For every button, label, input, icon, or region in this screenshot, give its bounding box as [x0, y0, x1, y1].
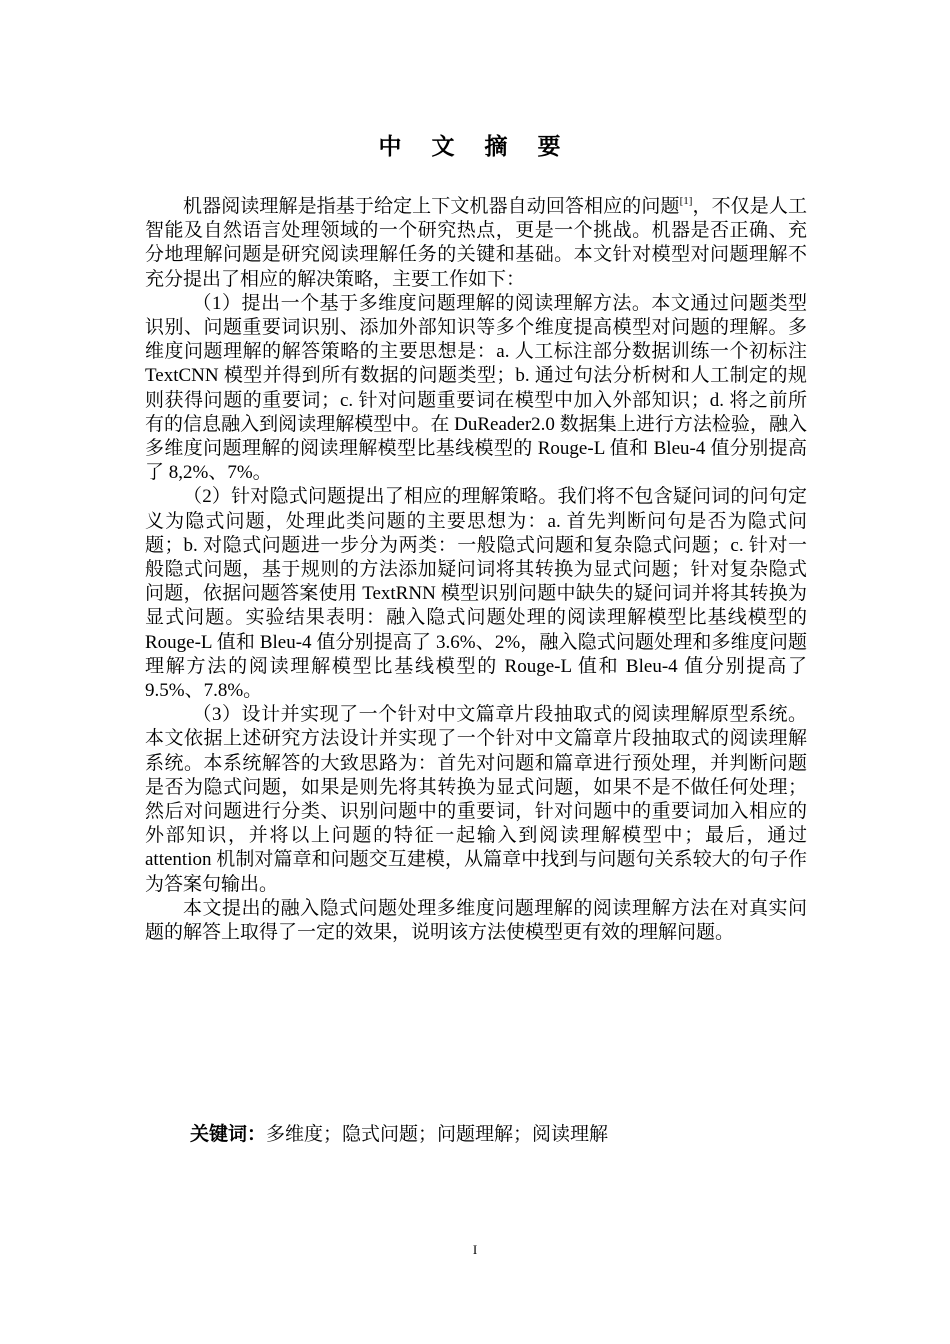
citation-ref: [1]	[679, 195, 693, 207]
page-number: I	[472, 1242, 478, 1257]
paragraph-conclusion: 本文提出的融入隐式问题处理多维度问题理解的阅读理解方法在对真实问题的解答上取得了一定的效果，说明该方法使模型更有效的理解问题。	[145, 897, 807, 944]
paragraph-contribution-3: （3）设计并实现了一个针对中文篇章片段抽取式的阅读理解原型系统。本文依据上述研究方法设计并实现了一个针对中文篇章片段抽取式的阅读理解系统。本系统解答的大致思路为：首先对问题和篇章进行预处理，并判断问题是否为隐式问题，如果是则先将其转换为显式问题，如果不是不做任何处理；然后对问题进行分类、识别问题中的重要词，针对问题中的重要词加入相应的外部知识，并将以上问题的特征一起输入到阅读理解模型中；最后，通过 attention 机制对篇章和问题交互建模，从篇章中找到与问题句关系较大的句子作为答案句输出。	[145, 704, 807, 895]
abstract-body	[145, 195, 807, 945]
paragraph-intro	[145, 195, 807, 292]
keywords-line	[190, 1119, 608, 1146]
keywords-list: 多维度；隐式问题；问题理解；阅读理解	[266, 1123, 609, 1145]
paragraph-intro-text-after: ，不仅是人工智能及自然语言处理领域的一个研究热点，更是一个挑战。机器是否正确、充分地理解问题是研究阅读理解任务的关键和基础。本文针对模型对问题理解不充分提出了相应的解决策略，主要工作如下：	[145, 196, 807, 290]
page-title: 中 文 摘 要	[378, 134, 572, 160]
paragraph-contribution-1: （1）提出一个基于多维度问题理解的阅读理解方法。本文通过问题类型识别、问题重要词识别、添加外部知识等多个维度提高模型对问题的理解。多维度问题理解的解答策略的主要思想是：a. 人工标注部分数据训练一个初标注 TextCNN 模型并得到所有数据的问题类型；b. 通过句法分析树和人工制定的规则获得问题的重要词；c. 针对问题重要词在模型中加入外部知识；d. 将之前所有的信息融入到阅读理解模型中。在 DuReader2.0 数据集上进行方法检验，融入多维度问题理解的阅读理解模型比基线模型的 Rouge-L 值和 Bleu-4 值分别提高了 8,2%、7%。	[145, 292, 807, 484]
paragraph-intro-text: 机器阅读理解是指基于给定上下文机器自动回答相应的问题	[183, 196, 680, 217]
keywords-label: 关键词：	[190, 1123, 267, 1145]
paragraph-contribution-2: （2）针对隐式问题提出了相应的理解策略。我们将不包含疑问词的问句定义为隐式问题，处理此类问题的主要思想为：a. 首先判断问句是否为隐式问题；b. 对隐式问题进一步分为两类：一般隐式问题和复杂隐式问题；c. 针对一般隐式问题，基于规则的方法添加疑问词将其转换为显式问题；针对复杂隐式问题，依据问题答案使用 TextRNN 模型识别问题中缺失的疑问词并将其转换为显式问题。实验结果表明：融入隐式问题处理的阅读理解模型比基线模型的 Rouge-L 值和 Bleu-4 值分别提高了 3.6%、2%，融入隐式问题处理和多维度问题理解方法的阅读理解模型比基线模型的 Rouge-L 值和 Bleu-4 值分别提高了 9.5%、7.8%。	[145, 486, 807, 702]
